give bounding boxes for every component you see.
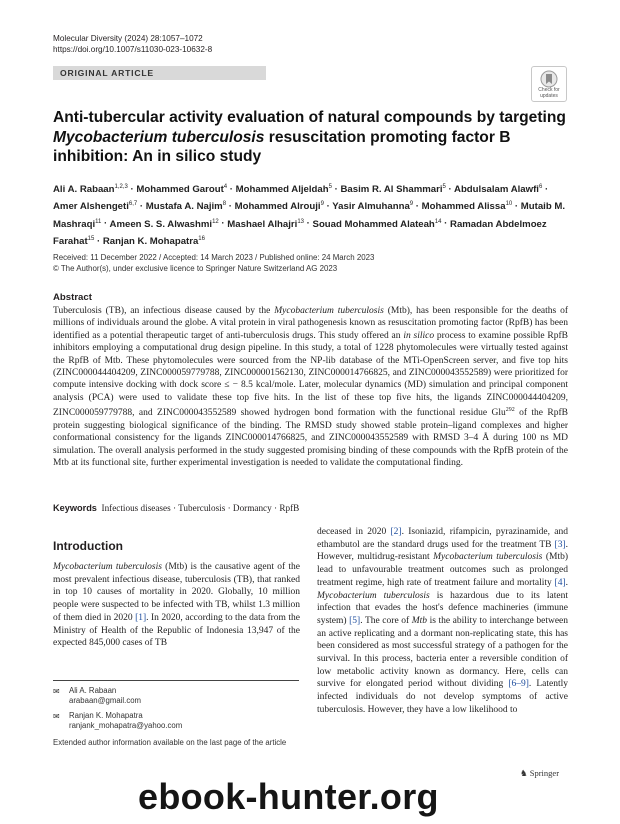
author-affiliation: 9 [409,201,414,208]
author-affiliation: 1,2,3 [114,184,128,190]
title-part1: Anti-tubercular activity evaluation of natural compounds by targeting [53,109,566,126]
abstract-part: Tuberculosis (TB), an infectious disease caused by the [53,306,275,316]
author-name[interactable]: Mohammed Alissa$^{10}$ [421,201,513,213]
author-list: Ali A. Rabaan$^{1,2,3}$ · Mohammed Garout$^4$ · Mohammed Aljeldah$^5$ · Basim R. Al Shammari$^5$ · Abdulsalam Alawfi$^6$ · Amer Alshengeti$^{6,7}$ · Mustafa A. Najim$^8$ · Mohammed Alrouji$^9$ · Yasir Almuhanna$^9$ · Mohammed Alissa$^{10}$ · Mutaib M. Mashraqi$^{11}$ · Ameen S. S. Alwashmi$^{12}$ · Mashael Alhajri$^{13}$ · Souad Mohammed Alateah$^{14}$ · Ramadan Abdelmoez Farahat$^{15}$ · Ranjan K. Mohapatra$^{16}$ [53,184,566,247]
author-affiliation: 16 [198,235,205,242]
abstract-heading: Abstract [53,292,92,303]
title-species: Mycobacterium tuberculosis [53,128,265,146]
contact-name: Ranjan K. Mohapatra [69,711,143,720]
citation-link[interactable]: [3] [554,539,566,550]
author-name[interactable]: Amer Alshengeti$^{6,7}$ [53,201,138,213]
author-affiliation: 10 [505,201,513,208]
springer-horse-icon: ♞ [520,768,528,778]
copyright-line: © The Author(s), under exclusive licence to Springer Nature Switzerland AG 2023 [53,264,338,273]
abstract-italic: in silico [403,330,435,341]
article-type-badge: ORIGINAL ARTICLE [53,66,266,80]
keywords-label: Keywords [53,503,97,513]
abstract-text [53,305,568,469]
history-dates: Received: 11 December 2022 / Accepted: 14 March 2023 / Published online: 24 March 2023 [53,253,375,262]
publisher-logo [520,768,559,779]
envelope-icon: ✉ [53,687,60,696]
extended-author-info: Extended author information available on the last page of the article [53,738,287,747]
author-affiliation: 6 [538,184,543,190]
intro-italic: Mycobacterium tuberculosis [53,562,162,572]
article-title [53,108,573,167]
citation-link[interactable]: [5] [349,615,361,626]
intro-text: is hazardous due to its latent infection that evades the host's defence machineries (immune system) [317,590,568,626]
contact-email[interactable]: arabaan@gmail.com [69,696,142,705]
author-affiliation: 11 [95,218,102,225]
envelope-icon: ✉ [53,712,60,721]
author-name[interactable]: Ranjan K. Mohapatra$^{16}$ [102,235,205,247]
abstract-superscript: 292 [505,407,515,414]
intro-text: . The core of [360,615,412,626]
author-affiliation: 13 [297,218,305,225]
author-name[interactable]: Ali A. Rabaan$^{1,2,3}$ [53,184,128,196]
intro-text: . In 2020, according to the data from the Ministry of Health of the Republic of Indonesia 13,947 of the expected 845,000 cases of TB [53,612,300,649]
author-name[interactable]: Basim R. Al Shammari$^5$ [340,184,446,196]
intro-text: . Isoniazid, rifampicin, pyrazinamide, and ethambutol are the standard drugs used for the treatment TB [317,527,568,550]
intro-right-column [317,526,568,717]
citation-link[interactable]: [6–9] [508,679,529,690]
author-name[interactable]: Ameen S. S. Alwashmi$^{12}$ [109,218,219,230]
check-line1: Check for [538,87,560,93]
intro-text: (Mtb) is the causative agent of the most prevalent infectious disease, tuberculosis (TB), that ranked in top 10 causes of mortality in 2020. Globally, 10 million people were suspected to be infected with TB, whilst 1.3 million of them died in 2020 [53,562,300,623]
author-name[interactable]: Mohammed Aljeldah$^5$ [235,184,332,196]
author-affiliation: 5 [328,184,332,190]
author-affiliation: 4 [223,184,228,190]
author-name[interactable]: Mutaib M. Mashraqi$^{11}$ [53,201,566,230]
intro-italic: Mycobacterium tuberculosis [317,590,430,601]
author-affiliation: 9 [320,201,324,208]
watermark: ebook-hunter.org [138,776,439,817]
journal-citation: Molecular Diversity (2024) 28:1057–1072 [53,34,203,43]
contact-email[interactable]: ranjank_mohapatra@yahoo.com [69,721,183,730]
journal-header [53,33,212,55]
author-name[interactable]: Ramadan Abdelmoez Farahat$^{15}$ [53,218,547,247]
citation-link[interactable]: [4] [554,577,566,588]
author-affiliation: 15 [87,235,95,242]
abstract-part: of the RpfB protein suggesting biological significance of the binding. The RMSD study showed stable protein–ligand complexes and higher conformational consistency for the ligands ZINC000014766825, and ZINC000043552589 with RMSD 3–4 Å during 100 ns MD simulation. The overall analysis performed in the study suggested promising binding of these compounds with the RpfB protein of the Mtb at its functional site, further experimental investigation is needed to validate the computational finding. [53,408,568,469]
citation-link[interactable]: [1] [135,612,147,623]
author-affiliation: 6,7 [128,201,138,208]
introduction-heading: Introduction [53,539,123,553]
author-name[interactable]: Mohammed Garout$^4$ [136,184,228,196]
title-part3: resuscitation promoting factor B inhibition: An in silico study [53,128,511,165]
author-name[interactable]: Souad Mohammed Alateah$^{14}$ [312,218,442,230]
intro-left-column [53,561,300,650]
journal-doi[interactable]: https://doi.org/10.1007/s11030-023-10632-8 [53,45,213,54]
footnote-divider [53,680,299,681]
author-affiliation: 14 [434,218,442,225]
abstract-italic: Mycobacterium tuberculosis [274,306,384,316]
intro-text: . Latently infected individuals do not develop symptoms of active tuberculosis. However, they have a low likelihood to [317,679,568,715]
intro-italic: Mtb [411,615,428,626]
author-name[interactable]: Abdulsalam Alawfi$^6$ [454,184,543,196]
keywords-line [53,503,299,513]
intro-text: is the ability to interchange between an active replicating and a dormant non-replicating state, this has been considered as most successful strategy of a pathogen for the survival. In this process, bacteria enter a reversible condition of low metabolic activity known as dormancy. Here, cells can survive for elongated period without dividing [317,615,568,690]
citation-link[interactable]: [2] [390,527,402,537]
article-dates [53,252,374,274]
contact-author-1 [53,686,141,706]
abstract-part: process to examine possible RpfB inhibitors employing a computational drug design pipeline. In this study, a total of 1228 phytomolecules were virtually tested against the RpfB of Mtb. These phytomolecules were sourced from the NP-lib database of the MTi-OpenScreen server, and five top hits (ZINC000044404209, ZINC000059779788, ZINC000001562130, ZINC000014766825, and ZINC000043552589) were prioritized for compute intensive docking with dock score ≤ − 8.5 kcal/mole. Later, molecular dynamics (MD) simulation and principal component analysis (PCA) were used to validate these top five hits. In the list of these top five hits, the ligands ZINC000044404209, ZINC000059779788, and ZINC000043552589 showed hydrogen bond formation with the functional residue Glu [53,330,568,419]
author-name[interactable]: Mashael Alhajri$^{13}$ [227,218,305,230]
contact-name: Ali A. Rabaan [69,686,117,695]
publisher-name: Springer [529,768,560,778]
contact-author-2 [53,711,182,731]
intro-text: (Mtb) lead to unfavourable treatment outcomes such as prolonged treatment regime, high rate of treatment failure and mortality [317,552,568,588]
abstract-part: (Mtb), has been responsible for the deaths of millions of individuals around the globe. A vital protein in viral pathogenesis known as resuscitation promoting factor (RpfB) has been identified as a potential therapeutic target of anti-tuberculosis drugs. This study offered an [53,306,568,341]
keywords-text: Infectious diseases · Tuberculosis · Dormancy · RpfB [101,503,300,513]
intro-text: deceased in 2020 [317,527,391,537]
author-affiliation: 12 [212,218,219,225]
author-name[interactable]: Yasir Almuhanna$^9$ [332,201,414,213]
intro-italic: Mycobacterium tuberculosis [433,552,543,563]
author-name[interactable]: Mustafa A. Najim$^8$ [145,201,227,213]
check-for-updates-badge[interactable] [531,66,567,102]
intro-text: . However, multidrug-resistant [317,539,568,563]
intro-text: . [565,577,568,588]
author-affiliation: 5 [442,184,446,190]
bookmark-update-icon [540,70,558,88]
author-name[interactable]: Mohammed Alrouji$^9$ [234,201,324,213]
author-affiliation: 8 [222,201,227,208]
check-line2: updates [540,92,558,99]
